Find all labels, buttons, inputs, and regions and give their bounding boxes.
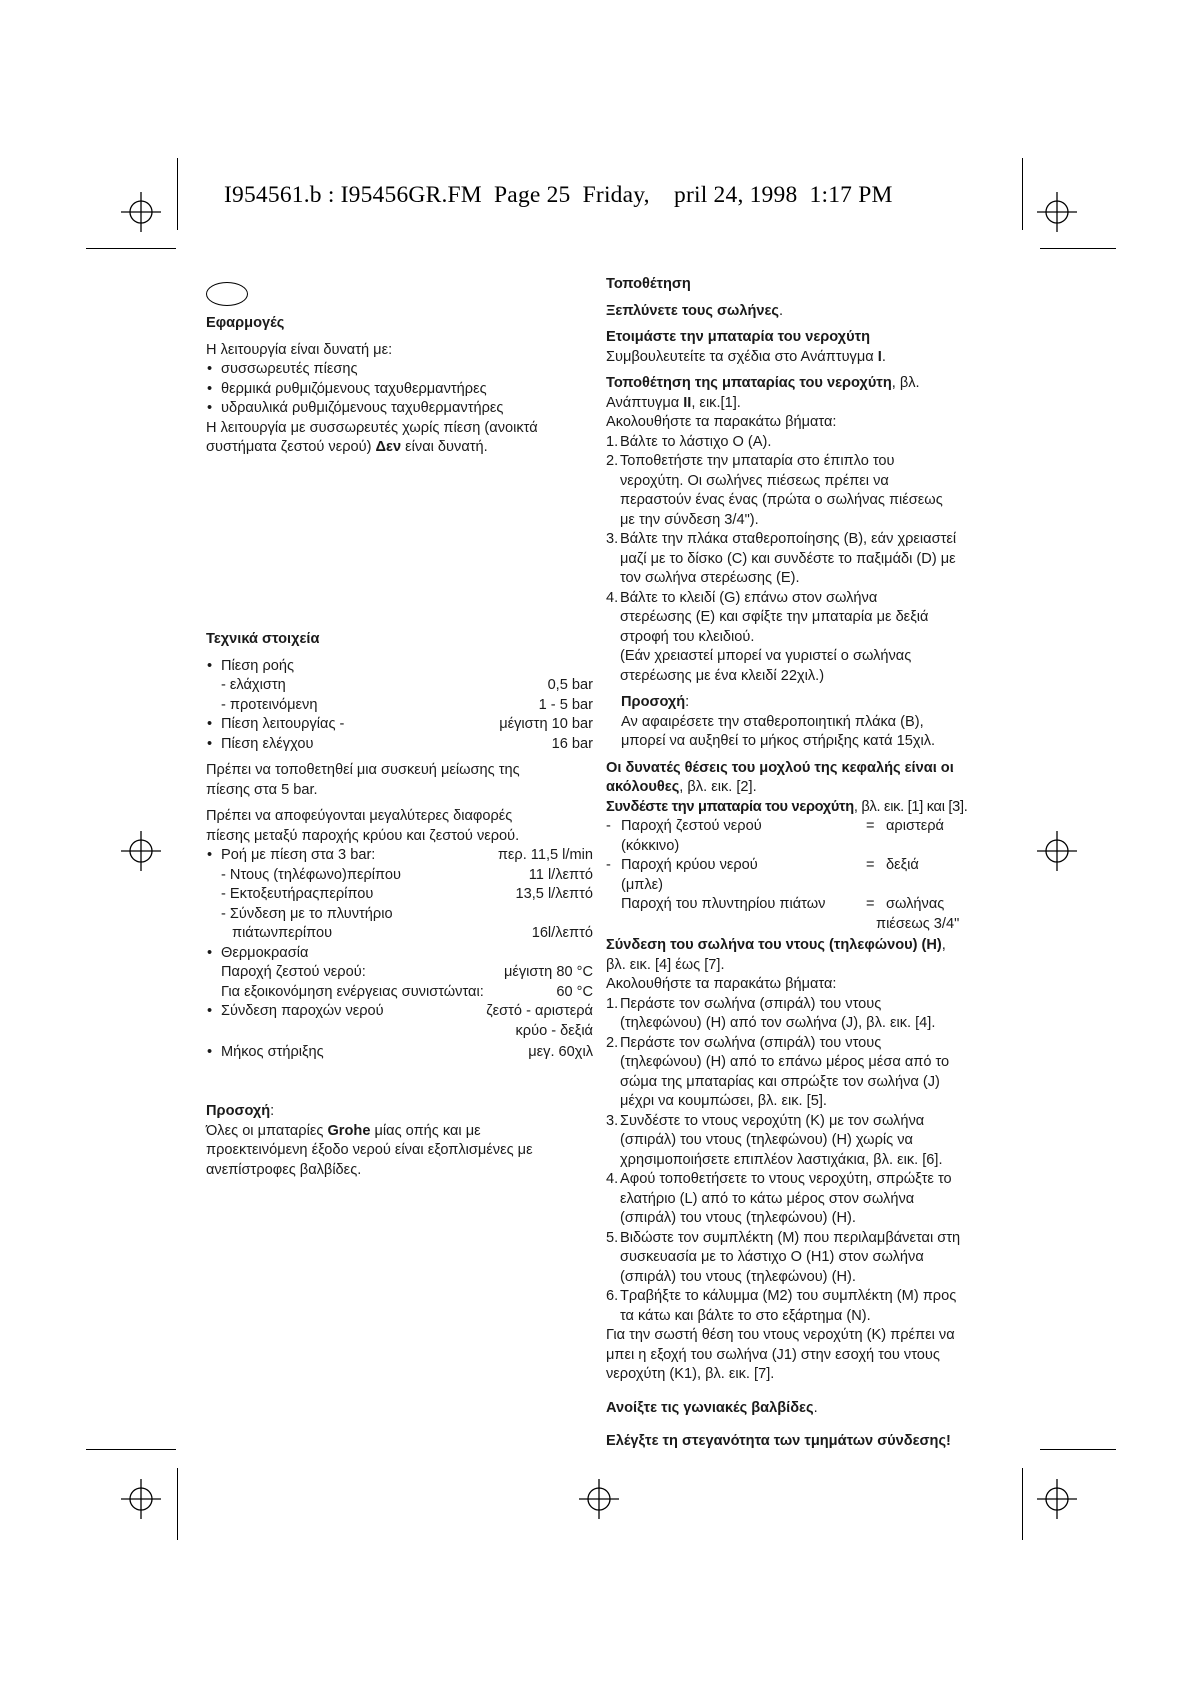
spec-flow-pressure: • Πίεση ροής xyxy=(206,657,593,677)
step-line: τον σωλήνα στερέωσης (E). xyxy=(620,570,800,586)
step-item xyxy=(606,1112,996,1171)
applications-intro: Η λειτουργία είναι δυνατή με: xyxy=(206,341,393,358)
step-number: 5. xyxy=(606,1229,619,1246)
page-header: I954561.b : I95456GR.FM Page 25 Friday, pril 24, 1998 1:17 PM xyxy=(224,182,893,208)
caution-colon: : xyxy=(685,694,690,710)
steps-intro: Ακολουθήστε τα παρακάτω βήματα: xyxy=(606,976,837,992)
shower-title: Σύνδεση του σωλήνα του ντους (τηλεφώνου) (H) xyxy=(606,937,942,953)
leak-check-instruction: Ελέγξτε τη στεγανότητα των τμημάτων σύνδεσης! xyxy=(606,1433,951,1449)
step-line: τα κάτω και βάλτε το στο εξάρτημα (N). xyxy=(620,1307,871,1324)
spec-value: μέγιστη 10 bar xyxy=(499,716,593,732)
pressure-diff-note xyxy=(206,807,593,846)
step-line: Βάλτε την πλάκα σταθεροποίησης (B), εάν χρειαστεί xyxy=(620,531,957,547)
step-item xyxy=(606,452,996,530)
shower-heading xyxy=(606,936,996,956)
spec-label: - προτεινόμενη xyxy=(221,696,318,713)
applications-note xyxy=(206,419,593,458)
connect-line xyxy=(606,798,996,818)
registration-mark-icon xyxy=(579,1479,619,1519)
spec-label: • Σύνδεση παροχών νερού xyxy=(221,1003,384,1019)
crop-mark xyxy=(1040,248,1116,249)
step-line: (Εάν χρειαστεί μπορεί να γυριστεί ο σωλήνας xyxy=(620,648,912,664)
list-item: • συσσωρευτές πίεσης xyxy=(206,360,593,380)
spec-row xyxy=(206,1043,593,1063)
supply-value: αριστερά xyxy=(886,818,944,834)
caution-heading xyxy=(206,1102,593,1122)
crop-mark xyxy=(1040,1449,1116,1450)
step-line: Περάστε τον σωλήνα (σπιράλ) του ντους xyxy=(620,995,882,1012)
step-line: σώμα της μπαταρίας και σπρώξτε τον σωλήνα (J) xyxy=(620,1073,940,1090)
spec-row xyxy=(206,924,593,944)
registration-mark-icon xyxy=(121,192,161,232)
step-number: 6. xyxy=(606,1288,619,1304)
spec-value: 60 °C xyxy=(556,983,593,1000)
install-title: Τοποθέτηση της μπαταρίας του νεροχύτη xyxy=(606,375,892,391)
step-line: Αφού τοποθετήσετε το ντους νεροχύτη, σπρώξτε το xyxy=(620,1171,952,1187)
step-line: μέχρι να κουμπώσει, βλ. εικ. [5]. xyxy=(620,1093,827,1109)
crop-mark xyxy=(86,248,176,249)
step-line: Βάλτε το λάστιχο O (A). xyxy=(620,433,772,450)
spec-row xyxy=(206,1022,593,1042)
supply-label: Παροχή κρύου νερού xyxy=(621,857,758,873)
list-item: • υδραυλικά ρυθμιζόμενους ταχυθερμαντήρες xyxy=(206,399,593,419)
supply-eq: = xyxy=(866,857,875,873)
note-line: Πρέπει να τοποθετηθεί μια συσκευή μείωσης της xyxy=(206,762,520,778)
supply-eq: = xyxy=(866,896,875,912)
spec-label: • Πίεση λειτουργίας - xyxy=(221,716,345,732)
installation-section xyxy=(606,275,996,1452)
spec-value: μέγιστη 80 °C xyxy=(503,964,593,980)
reducer-note xyxy=(206,761,593,800)
steps-intro: Ακολουθήστε τα παρακάτω βήματα: xyxy=(606,414,837,430)
foldout-ref: II xyxy=(683,394,692,411)
specs-section xyxy=(206,630,593,1063)
right-caution xyxy=(606,693,996,752)
crop-mark xyxy=(1022,1468,1023,1540)
spec-value: 0,5 bar xyxy=(547,677,593,693)
step-line: στερέωσης (E) και σφίξτε την μπαταρία με δεξιά xyxy=(620,609,929,625)
spec-label: - ελάχιστη xyxy=(221,677,286,693)
note-line: πίεσης στα 5 bar. xyxy=(206,781,318,798)
installation-title: Τοποθέτηση xyxy=(606,276,691,292)
spec-row xyxy=(206,885,593,905)
step-line: Συνδέστε το ντους νεροχύτη (K) με τον σωλήνα xyxy=(620,1112,925,1129)
step-line: στερέωσης με ένα κλειδί 22χιλ.) xyxy=(620,667,825,684)
brand-name: Grohe xyxy=(327,1122,371,1139)
lever-ref: , βλ. εικ. [2]. xyxy=(679,779,757,795)
list-item: • θερμικά ρυθμιζόμενους ταχυθερμαντήρες xyxy=(206,380,593,400)
spec-row xyxy=(206,983,593,1003)
step-line: Βιδώστε τον συμπλέκτη (M) που περιλαμβάνεται στη xyxy=(620,1229,961,1246)
spec-value: 13,5 l/λεπτό xyxy=(515,886,593,902)
foldout-ref: I xyxy=(877,348,882,365)
note-line: μπει η εξοχή του σωλήνα (J1) στην εσοχή του ντους xyxy=(606,1346,940,1363)
spec-value: ζεστό - αριστερά xyxy=(486,1003,593,1019)
lever-line xyxy=(606,778,996,798)
note-line: Για την σωστή θέση του ντους νεροχύτη (K) πρέπει να xyxy=(606,1327,955,1343)
caution-colon: : xyxy=(270,1103,275,1119)
registration-mark-icon xyxy=(1037,192,1077,232)
supply-row: - Παροχή κρύου νερού = δεξιά xyxy=(606,856,996,876)
spec-row xyxy=(206,846,593,866)
note-line: πίεσης μεταξύ παροχής κρύου και ζεστού νερού. xyxy=(206,827,520,844)
step-line: (σπιράλ) του ντους (τηλεφώνου) (H). xyxy=(620,1268,856,1285)
spec-row xyxy=(206,676,593,696)
step-line: Περάστε τον σωλήνα (σπιράλ) του ντους xyxy=(620,1034,882,1051)
caution-text: μίας οπής και με xyxy=(370,1122,481,1139)
prepare-line: Συμβουλευτείτε τα σχέδια στο Ανάπτυγμα xyxy=(606,348,878,365)
caution-title: Προσοχή xyxy=(206,1103,271,1119)
language-badge xyxy=(206,282,248,306)
supply-color: (μπλε) xyxy=(621,876,663,893)
spec-label: - Ντους (τηλέφωνο)περίπου xyxy=(221,866,401,883)
step-line: χρησιμοποιήσετε επιπλέον λαστιχάκια, βλ. εικ. [6]. xyxy=(620,1151,943,1168)
step-line: ελατήριο (L) από το κάτω μέρος στον σωλήνα xyxy=(620,1190,915,1207)
supply-eq: = xyxy=(866,818,875,834)
supply-value-cont: πιέσεως 3/4" xyxy=(876,915,960,932)
step-line: (σπιράλ) του ντους (τηλεφώνου) (H) χωρίς να xyxy=(620,1132,913,1148)
install-title-suffix: , βλ. xyxy=(891,375,920,391)
ref-text: , εικ.[1]. xyxy=(691,394,741,411)
step-number: 2. xyxy=(606,1034,619,1051)
spec-value: 1 - 5 bar xyxy=(538,696,593,713)
spec-label: πιάτωνπερίπου xyxy=(232,925,333,941)
ref-text: Ανάπτυγμα xyxy=(606,394,684,411)
install-ref xyxy=(606,394,996,414)
connect-bold: Συνδέστε την μπαταρία του νεροχύτη xyxy=(606,798,854,815)
note-text: είναι δυνατή. xyxy=(401,439,488,455)
step-number: 1. xyxy=(606,995,619,1012)
step-item xyxy=(606,1287,996,1326)
spec-label: - Εκτοξευτήραςπερίπου xyxy=(221,886,374,902)
spec-row xyxy=(206,1002,593,1022)
note-line: νεροχύτη (K1), βλ. εικ. [7]. xyxy=(606,1366,775,1382)
note-line xyxy=(206,438,593,458)
caution-line: μπορεί να αυξηθεί το μήκος στήριξης κατά 15χιλ. xyxy=(621,733,936,749)
registration-mark-icon xyxy=(121,831,161,871)
prepare-title: Ετοιμάστε την μπαταρία του νεροχύτη xyxy=(606,329,870,345)
spec-value: μεγ. 60χιλ xyxy=(528,1044,593,1060)
spec-temperature: • Θερμοκρασία xyxy=(206,944,593,964)
step-number: 4. xyxy=(606,589,619,606)
step-number: 3. xyxy=(606,531,619,547)
lever-line: Οι δυνατές θέσεις του μοχλού της κεφαλής είναι οι xyxy=(606,759,954,776)
supply-label: Παροχή του πλυντηρίου πιάτων xyxy=(621,896,826,912)
step-line: νεροχύτη. Οι σωλήνες πιέσεως πρέπει να xyxy=(620,472,889,489)
step-line: (τηλεφώνου) (H) από το επάνω μέρος μέσα από το xyxy=(620,1054,950,1070)
connect-ref: , βλ. εικ. [1] και [3]. xyxy=(853,798,968,815)
caution-line xyxy=(206,1122,593,1142)
note-line: Η λειτουργία με συσσωρευτές χωρίς πίεση (ανοικτά xyxy=(206,419,538,436)
step-item xyxy=(606,589,996,687)
step-item xyxy=(606,1034,996,1112)
step-line: (σπιράλ) του ντους (τηλεφώνου) (H). xyxy=(620,1210,856,1226)
crop-mark xyxy=(177,158,178,230)
step-line: Βάλτε το κλειδί (G) επάνω στον σωλήνα xyxy=(620,589,878,606)
caution-section xyxy=(206,1102,593,1180)
spec-label: • Πίεση ελέγχου xyxy=(221,735,314,752)
step-item xyxy=(606,530,996,589)
crop-mark xyxy=(177,1468,178,1540)
spec-label: • Μήκος στήριξης xyxy=(221,1044,324,1060)
caution-title: Προσοχή xyxy=(621,694,686,710)
step-line: περαστούν ένας ένας (πρώτα ο σωλήνας πιέσεως xyxy=(620,492,943,508)
spec-label: Παροχή ζεστού νερού: xyxy=(221,964,366,980)
spec-row xyxy=(206,715,593,735)
flush-instruction xyxy=(606,302,996,322)
spec-value: 11 l/λεπτό xyxy=(528,866,593,883)
registration-mark-icon xyxy=(1037,1479,1077,1519)
shower-ref: βλ. εικ. [4] έως [7]. xyxy=(606,956,725,973)
open-valves-text: Ανοίξτε τις γωνιακές βαλβίδες xyxy=(606,1399,814,1416)
caution-line: Αν αφαιρέσετε την σταθεροποιητική πλάκα (B), xyxy=(621,713,924,730)
prepare-text xyxy=(606,348,996,368)
step-number: 2. xyxy=(606,453,619,469)
spec-row xyxy=(206,696,593,716)
spec-value: 16 bar xyxy=(551,735,593,752)
spec-label: - Σύνδεση με το πλυντήριο xyxy=(221,905,393,922)
caution-text: Όλες οι μπαταρίες xyxy=(206,1122,328,1139)
step-line: Τοποθετήστε την μπαταρία στο έπιπλο του xyxy=(620,453,895,469)
supply-color: (κόκκινο) xyxy=(621,837,680,854)
spec-value: περ. 11,5 l/min xyxy=(497,847,593,863)
spec-value: κρύο - δεξιά xyxy=(515,1022,593,1039)
note-line: Πρέπει να αποφεύγονται μεγαλύτερες διαφορές xyxy=(206,808,513,824)
install-heading xyxy=(606,374,996,394)
punct: . xyxy=(813,1399,818,1416)
step-line: μαζί με το δίσκο (C) και συνδέστε το παξιμάδι (D) με xyxy=(620,550,956,567)
step-line: (τηλεφώνου) (H) από τον σωλήνα (J), βλ. εικ. [4]. xyxy=(620,1015,936,1031)
caution-heading xyxy=(621,693,996,713)
open-valves-instruction xyxy=(606,1399,996,1419)
step-item xyxy=(606,1229,996,1288)
step-line: με την σύνδεση 3/4"). xyxy=(620,511,759,528)
spec-row xyxy=(206,963,593,983)
crop-mark xyxy=(86,1449,176,1450)
supply-value: σωλήνας xyxy=(886,896,945,912)
caution-line: ανεπίστροφες βαλβίδες. xyxy=(206,1161,362,1178)
position-note xyxy=(606,1326,996,1385)
spec-value: 16l/λεπτό xyxy=(531,925,593,941)
applications-title: Εφαρμογές xyxy=(206,315,285,331)
step-line: Τραβήξτε το κάλυμμα (M2) του συμπλέκτη (M) προς xyxy=(620,1288,957,1304)
step-number: 3. xyxy=(606,1112,619,1129)
supply-row: - Παροχή ζεστού νερού = αριστερά xyxy=(606,817,996,837)
spec-row xyxy=(206,866,593,886)
note-emphasis: Δεν xyxy=(375,439,402,455)
caution-line: προεκτεινόμενη έξοδο νερού είναι εξοπλισμένες με xyxy=(206,1142,533,1158)
supply-row xyxy=(606,895,996,915)
applications-section xyxy=(206,314,593,458)
step-line: στροφή του κλειδιού. xyxy=(620,628,755,645)
note-text: συστήματα ζεστού νερού) xyxy=(206,439,376,455)
supply-value: δεξιά xyxy=(886,857,919,873)
registration-mark-icon xyxy=(121,1479,161,1519)
lever-bold: ακόλουθες xyxy=(606,779,680,795)
flush-text: Ξεπλύνετε τους σωλήνες xyxy=(606,302,780,319)
step-item xyxy=(606,433,996,453)
registration-mark-icon xyxy=(1037,831,1077,871)
punct: , xyxy=(941,937,946,953)
punct: . xyxy=(881,348,886,365)
step-number: 1. xyxy=(606,433,619,450)
spec-label: Για εξοικονόμηση ενέργειας συνιστώνται: xyxy=(221,983,484,1000)
specs-title: Τεχνικά στοιχεία xyxy=(206,631,320,647)
step-number: 4. xyxy=(606,1171,619,1187)
crop-mark xyxy=(1022,158,1023,230)
punct: . xyxy=(779,302,784,319)
spec-label: • Ροή με πίεση στα 3 bar: xyxy=(221,847,376,863)
step-item xyxy=(606,995,996,1034)
step-item xyxy=(606,1170,996,1229)
supply-label: Παροχή ζεστού νερού xyxy=(621,818,762,834)
spec-row xyxy=(206,735,593,755)
step-line: συσκευασία με το λάστιχο O (H1) στον σωλήνα xyxy=(620,1249,924,1265)
